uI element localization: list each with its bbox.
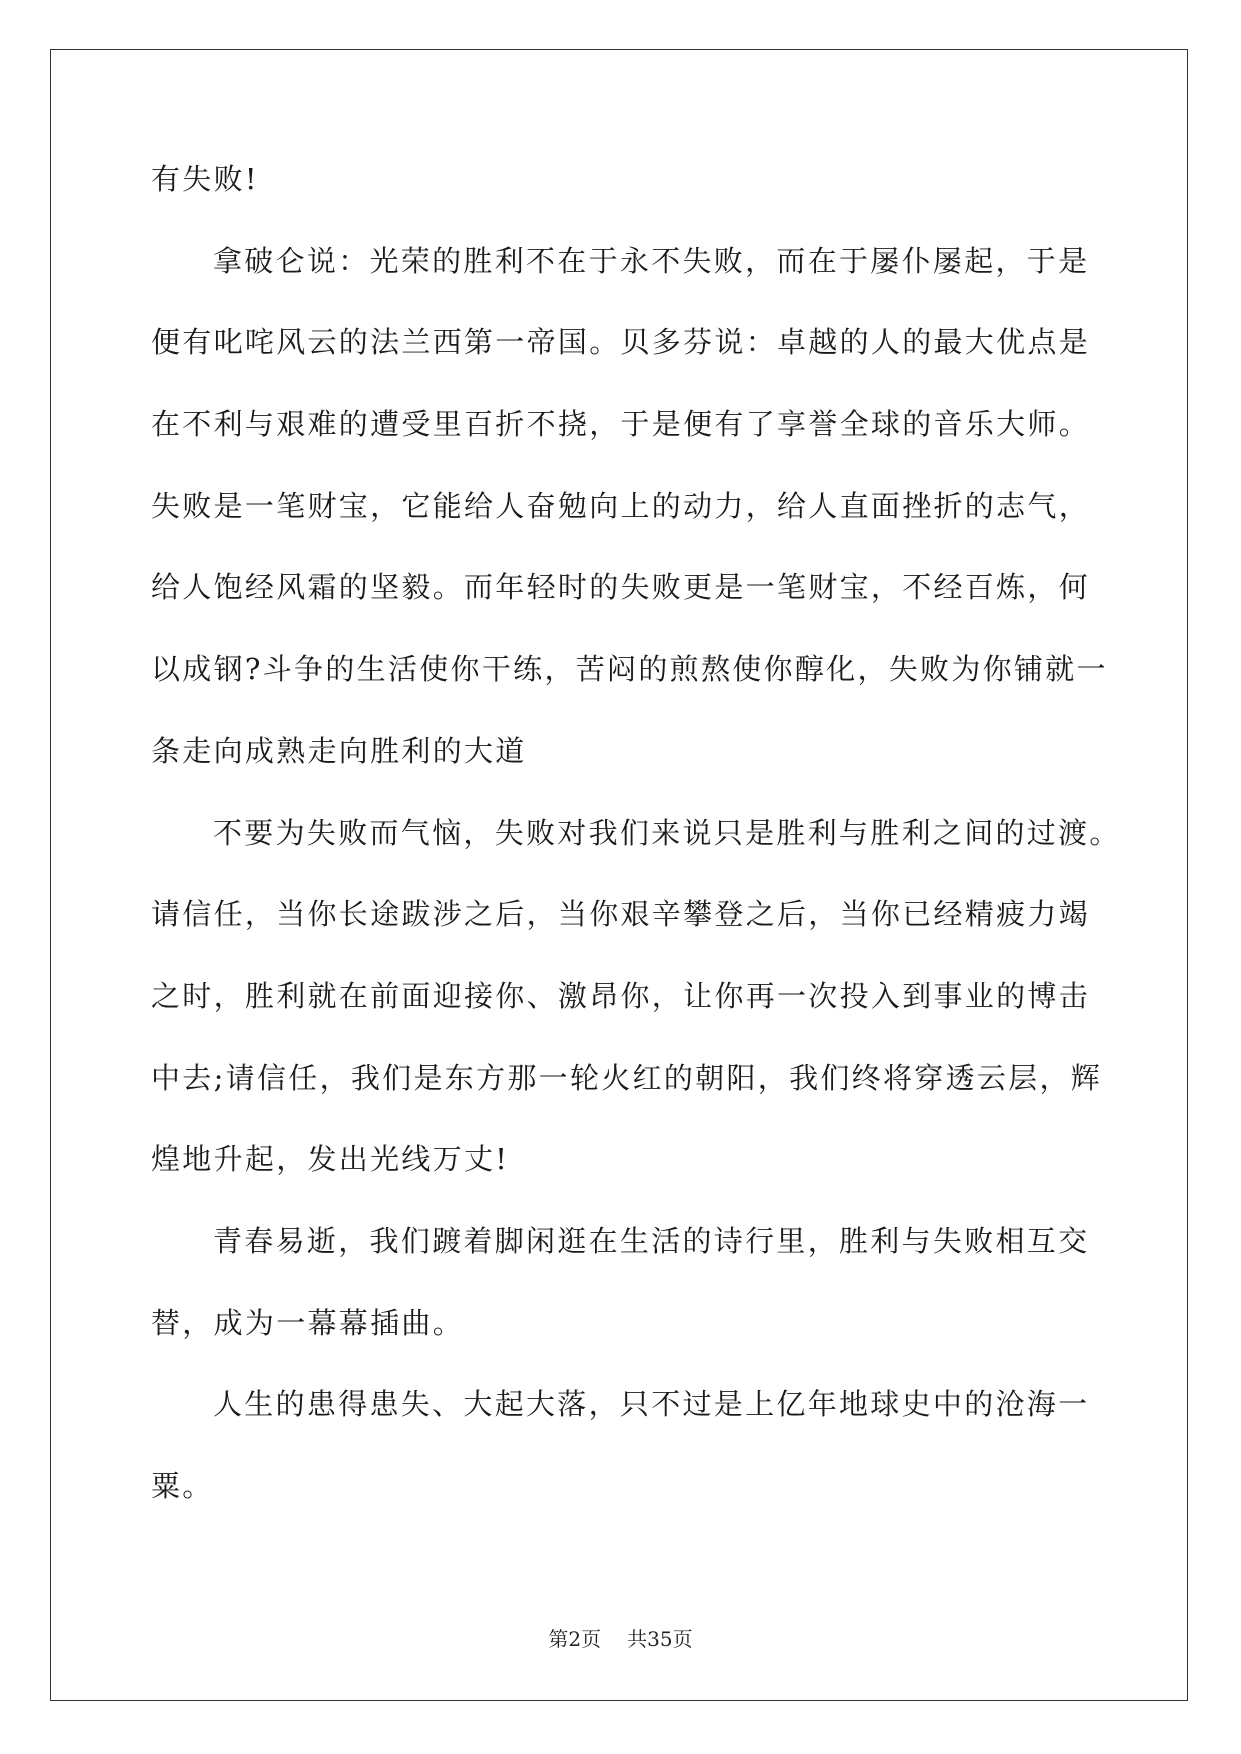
text-line: 粟。 [151,1469,214,1503]
total-page-count: 共35页 [627,1627,693,1651]
text-line: 在不利与艰难的遭受里百折不挠，于是便有了享誉全球的音乐大师。 [151,407,1091,442]
text-line: 给人饱经风霜的坚毅。而年轻时的失败更是一笔财宝，不经百炼，何 [151,570,1091,605]
text-line: 人生的患得患失、大起大落，只不过是上亿年地球史中的沧海一 [213,1387,1090,1422]
text-line: 替，成为一幕幕插曲。 [151,1305,465,1340]
text-line: 拿破仑说：光荣的胜利不在于永不失败，而在于屡仆屡起，于是 [213,243,1090,278]
text-line: 条走向成熟走向胜利的大道 [151,733,527,768]
text-line: 不要为失败而气恼，失败对我们来说只是胜利与胜利之间的过渡。 [213,815,1121,850]
current-page-number: 第2页 [548,1627,602,1651]
text-line: 青春易逝，我们踱着脚闲逛在生活的诗行里，胜利与失败相互交 [213,1223,1090,1258]
text-line: 请信任，当你长途跋涉之后，当你艰辛攀登之后，当你已经精疲力竭 [151,897,1091,932]
text-line: 煌地升起，发出光线万丈! [151,1142,510,1177]
text-line: 中去;请信任，我们是东方那一轮火红的朝阳，我们终将穿透云层，辉 [151,1060,1103,1095]
text-line: 便有叱咤风云的法兰西第一帝国。贝多芬说：卓越的人的最大优点是 [151,325,1091,360]
text-line: 失败是一笔财宝，它能给人奋勉向上的动力，给人直面挫折的志气， [151,488,1091,523]
text-line: 有失败! [151,162,259,196]
text-line: 以成钢?斗争的生活使你干练，苦闷的煎熬使你醇化，失败为你铺就一 [151,652,1108,687]
document-body [151,162,1121,1551]
text-line: 之时，胜利就在前面迎接你、激昂你，让你再一次投入到事业的博击 [151,978,1091,1013]
page-footer [0,1627,1241,1651]
